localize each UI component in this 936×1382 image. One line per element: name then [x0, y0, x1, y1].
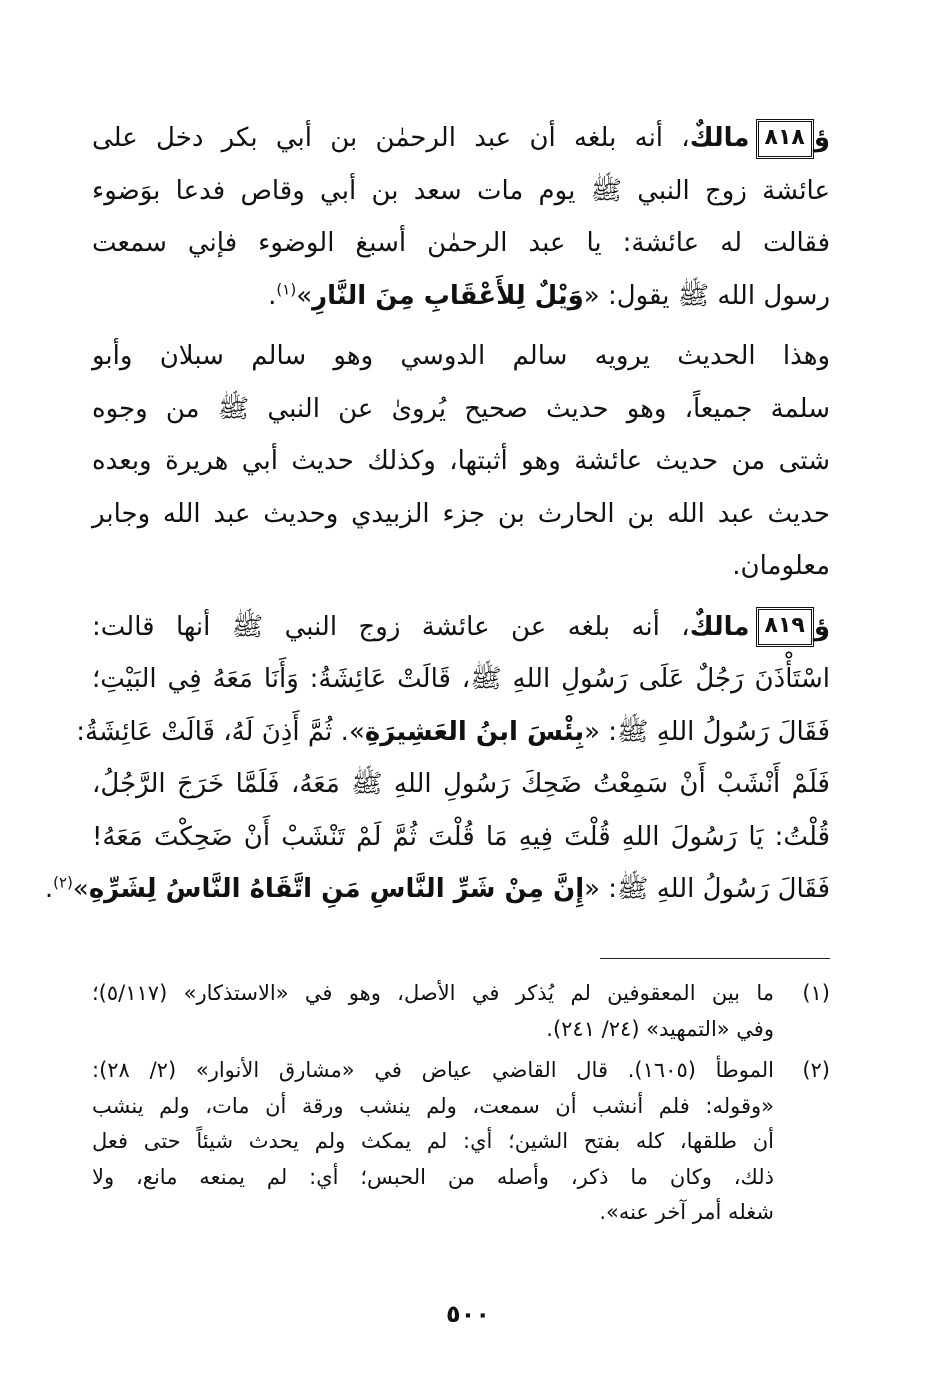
hadith-marker-icon: ؤ	[813, 123, 830, 153]
page-number: ٥٠٠	[446, 1300, 490, 1328]
footnotes	[92, 976, 830, 1237]
text-line	[92, 601, 830, 654]
prophetic-quote: بِئْسَ ابنُ العَشِيرَةِ	[364, 716, 585, 747]
footnote-line: ذلك، وكان ما ذكر، وأصله من الحبس؛ أي: لم يمنعه مانع، ولا	[92, 1164, 774, 1189]
footnote-number: (٢)	[802, 1058, 830, 1082]
text-segment: رسول الله ﷺ يقول: «	[583, 280, 830, 311]
text-line: اسْتَأْذَنَ رَجُلٌ عَلَى رَسُولِ اللهِ ﷺ، قَالَتْ عَائِشَةُ: وَأَنَا مَعَهُ فِي البَيْتِ؛	[92, 664, 830, 694]
footnote-ref[interactable]: (٢)	[53, 873, 73, 892]
footnote	[92, 1053, 830, 1231]
footnote-line: ما بين المعقوفين لم يُذكر في الأصل، وهو في «الاستذكار» (٥/١١٧)؛	[92, 981, 774, 1005]
footnote-divider	[600, 958, 830, 959]
hadith-number: ٨١٨	[756, 119, 814, 159]
narrator: مالكٌ	[689, 123, 750, 153]
footnote-line: أن طلقها، كله بفتح الشين؛ أي: لم يمكث ولم يحدث شيئاً حتى فعل	[92, 1129, 774, 1153]
text-line: سلمة جميعاً، وهو حديث صحيح يُروىٰ عن النبي ﷺ من وجوه	[92, 393, 830, 424]
text-segment: .	[268, 280, 277, 311]
footnote-line: الموطأ (١٦٠٥). قال القاضي عياض في «مشارق الأنوار» (٢/ ٢٨):	[92, 1058, 774, 1082]
narrator: مالكٌ	[689, 611, 750, 642]
text-line: قُلْتُ: يَا رَسُولَ اللهِ قُلْتَ فِيهِ مَا قُلْتَ ثُمَّ لَمْ تَنْشَبْ أَنْ ضَحِكْتَ مَعَهُ!	[92, 821, 830, 852]
footnote-ref[interactable]: (١)	[276, 279, 297, 298]
text-segment: فَقَالَ رَسُولُ اللهِ ﷺ: «	[584, 716, 830, 747]
text-line: عائشة زوج النبي ﷺ يوم مات سعد بن أبي وقاص فدعا بوَضوء	[92, 175, 830, 206]
footnote-number: (١)	[802, 981, 830, 1005]
footnote-line: «وقوله: فلم أنشب أن سمعت، ولم ينشب ورقة أن مات، ولم ينشب	[92, 1093, 774, 1118]
commentary	[92, 330, 830, 593]
footnote-body	[92, 976, 774, 1047]
text-segment: .	[44, 874, 54, 904]
text-line	[92, 270, 830, 323]
text-line: فَلَمْ أَنْشَبْ أَنْ سَمِعْتُ ضَحِكَ رَسُولِ اللهِ ﷺ مَعَهُ، فَلَمَّا خَرَجَ الرَّجُلُ،	[92, 769, 830, 799]
text-line: فقالت له عائشة: يا عبد الرحمٰن أسبغ الوضوء فإني سمعت	[92, 228, 830, 258]
text-segment: »	[296, 280, 313, 311]
footnote-line: شغله أمر آخر عنه».	[599, 1200, 774, 1224]
text-segment: ، أنه بلغه أن عبد الرحمٰن بن أبي بكر دخل على	[92, 123, 690, 153]
text-segment: ، أنه بلغه عن عائشة زوج النبي ﷺ أنها قالت:	[92, 611, 690, 642]
text-line: معلومان.	[732, 551, 830, 581]
hadith-819	[44, 601, 830, 916]
text-segment: فَقَالَ رَسُولُ اللهِ ﷺ: «	[584, 874, 830, 904]
main-text	[44, 112, 830, 916]
text-line	[92, 112, 830, 165]
hadith-818	[92, 112, 830, 322]
text-line: شتى من حديث عائشة وهو أثبتها، وكذلك حديث أبي هريرة وبعده	[92, 446, 830, 476]
prophetic-quote: وَيْلٌ لِلأَعْقَابِ مِنَ النَّارِ	[312, 280, 584, 311]
text-line	[44, 863, 830, 916]
footnote-body	[92, 1053, 774, 1231]
text-line: حديث عبد الله بن الحارث بن جزء الزبيدي وحديث عبد الله وجابر	[92, 498, 830, 529]
footnote	[92, 976, 830, 1047]
prophetic-quote: إِنَّ مِنْ شَرِّ النَّاسِ مَنِ اتَّقَاهُ النَّاسُ لِشَرِّهِ	[88, 874, 585, 904]
text-line: وهذا الحديث يرويه سالم الدوسي وهو سالم سبلان وأبو	[92, 341, 830, 371]
hadith-marker-icon: ؤ	[813, 611, 830, 642]
text-segment: ». ثُمَّ أَذِنَ لَهُ، قَالَتْ عَائِشَةُ:	[76, 716, 365, 747]
hadith-number: ٨١٩	[756, 607, 814, 647]
text-segment: »	[72, 874, 89, 904]
text-line	[76, 706, 830, 759]
footnote-line: وفي «التمهيد» (٢٤/ ٢٤١).	[546, 1016, 774, 1041]
